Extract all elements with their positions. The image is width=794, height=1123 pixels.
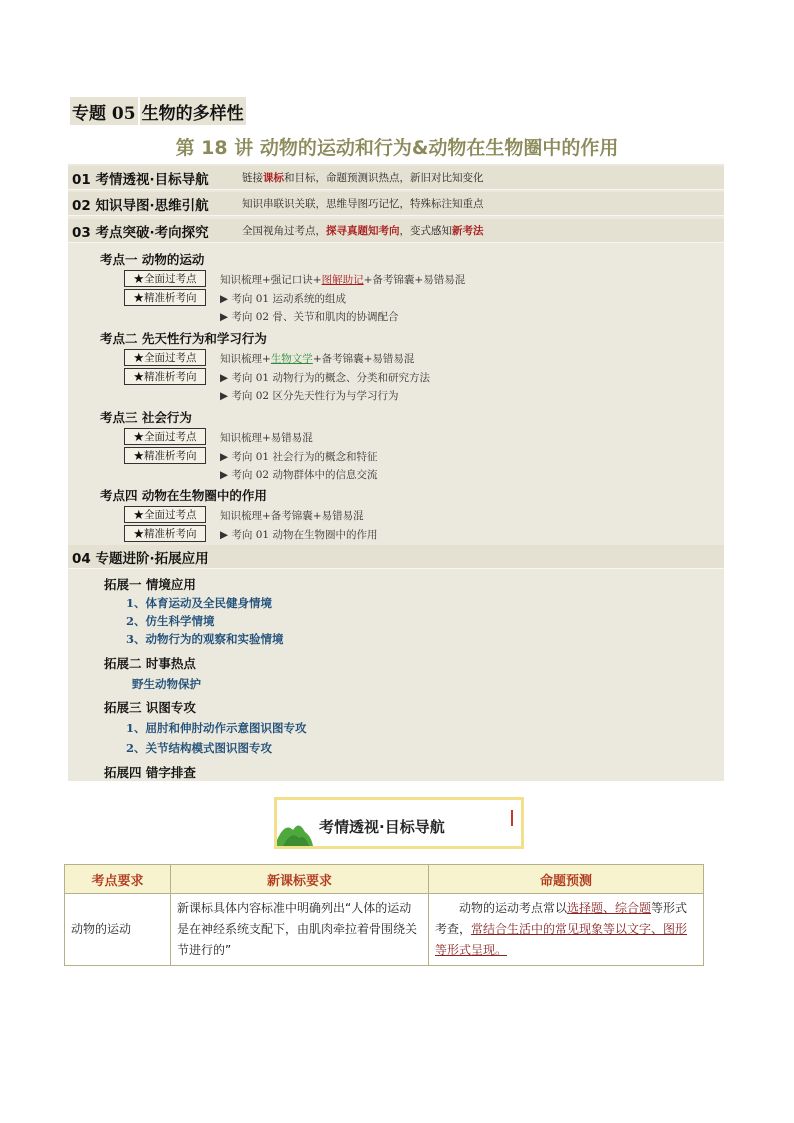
topic-header (70, 97, 248, 125)
cell-standard: 新课标具体内容标准中明确列出“人体的运动是在神经系统支配下，由肌肉牵拉着骨围绕关节进行的” (171, 894, 429, 966)
kp3-direction-1[interactable]: ▶ 考向 01 社会行为的概念和特征 (220, 451, 378, 463)
section-banner (274, 797, 524, 849)
cell-point: 动物的运动 (65, 894, 171, 966)
toc-section-1[interactable] (68, 166, 724, 190)
kp1-direction-2[interactable]: ▶ 考向 02 骨、关节和肌肉的协调配合 (220, 311, 399, 323)
ext3-title[interactable]: 拓展三 识图专攻 (104, 700, 196, 715)
kp3-review-badge: ★全面过考点 (124, 428, 206, 445)
ext1-item-3[interactable]: 3、动物行为的观察和实验情境 (126, 632, 284, 646)
kp2-direction-2[interactable]: ▶ 考向 02 区分先天性行为与学习行为 (220, 390, 399, 402)
toc-section-label: 01 考情透视·目标导航 (72, 171, 209, 188)
ext3-item-1[interactable]: 1、屈肘和伸肘动作示意图识图专攻 (126, 721, 307, 735)
table-header-prediction: 命题预测 (429, 865, 704, 894)
toc-section-desc: 全国视角过考点，探寻真题知考向，变式感知新考法 (242, 225, 484, 237)
toc-section-desc: 链接课标和目标，命题预测识热点，新旧对比知变化 (242, 172, 484, 184)
kp4-review-badge: ★全面过考点 (124, 506, 206, 523)
table-header-row (65, 865, 704, 894)
kp4-title[interactable]: 考点四 动物在生物圈中的作用 (100, 488, 267, 503)
ext1-item-1[interactable]: 1、体育运动及全民健身情境 (126, 596, 273, 610)
kp3-analyze-badge: ★精准析考向 (124, 447, 206, 464)
table-of-contents (68, 164, 724, 781)
table-header-point: 考点要求 (65, 865, 171, 894)
ext2-item-1[interactable]: 野生动物保护 (132, 677, 201, 691)
ext1-item-2[interactable]: 2、仿生科学情境 (126, 614, 215, 628)
kp2-title[interactable]: 考点二 先天性行为和学习行为 (100, 331, 267, 346)
banner-title: 考情透视·目标导航 (319, 818, 445, 836)
toc-section-4[interactable] (68, 545, 724, 569)
hill-icon (277, 800, 317, 846)
toc-section-3[interactable] (68, 219, 724, 243)
table-row (65, 894, 704, 966)
kp2-review-badge: ★全面过考点 (124, 349, 206, 366)
kp4-review-desc: 知识梳理+备考锦囊+易错易混 (220, 510, 364, 522)
topic-label-box (70, 97, 138, 125)
kp1-review-desc: 知识梳理+强记口诀+图解助记+备考锦囊+易错易混 (220, 274, 466, 286)
kp4-direction-1[interactable]: ▶ 考向 01 动物在生物圈中的作用 (220, 529, 378, 541)
lecture-title: 第 18 讲 动物的运动和行为&动物在生物圈中的作用 (175, 137, 619, 159)
kp1-review-badge: ★全面过考点 (124, 270, 206, 287)
kp2-analyze-badge: ★精准析考向 (124, 368, 206, 385)
requirements-table (64, 864, 704, 966)
cell-prediction: 动物的运动考点常以选择题、综合题等形式考查，常结合生活中的常见现象等以文字、图形等形式呈现。 (429, 894, 704, 966)
toc-section-label: 04 专题进阶·拓展应用 (72, 550, 209, 567)
topic-number: 05 (111, 104, 136, 124)
toc-section-label: 02 知识导图·思维引航 (72, 197, 209, 214)
ext3-item-2[interactable]: 2、关节结构模式图识图专攻 (126, 741, 273, 755)
kp3-review-desc: 知识梳理+易错易混 (220, 432, 313, 444)
ext2-title[interactable]: 拓展二 时事热点 (104, 656, 196, 671)
banner-accent-bar (511, 810, 513, 826)
kp1-title[interactable]: 考点一 动物的运动 (100, 252, 205, 267)
toc-section-desc: 知识串联识关联，思维导图巧记忆，特殊标注知重点 (242, 198, 484, 210)
kp2-direction-1[interactable]: ▶ 考向 01 动物行为的概念、分类和研究方法 (220, 372, 430, 384)
kp3-title[interactable]: 考点三 社会行为 (100, 410, 192, 425)
kp4-analyze-badge: ★精准析考向 (124, 525, 206, 542)
kp2-review-desc: 知识梳理+生物文学+备考锦囊+易错易混 (220, 353, 415, 365)
ext1-title[interactable]: 拓展一 情境应用 (104, 577, 196, 592)
table-header-standard: 新课标要求 (171, 865, 429, 894)
ext4-title[interactable]: 拓展四 错字排查 (104, 765, 196, 780)
toc-section-label: 03 考点突破·考向探究 (72, 224, 209, 241)
toc-section-2[interactable] (68, 192, 724, 216)
kp1-analyze-badge: ★精准析考向 (124, 289, 206, 306)
topic-name: 生物的多样性 (140, 97, 246, 125)
kp3-direction-2[interactable]: ▶ 考向 02 动物群体中的信息交流 (220, 469, 378, 481)
kp1-direction-1[interactable]: ▶ 考向 01 运动系统的组成 (220, 293, 346, 305)
topic-prefix: 专题 (72, 104, 106, 124)
